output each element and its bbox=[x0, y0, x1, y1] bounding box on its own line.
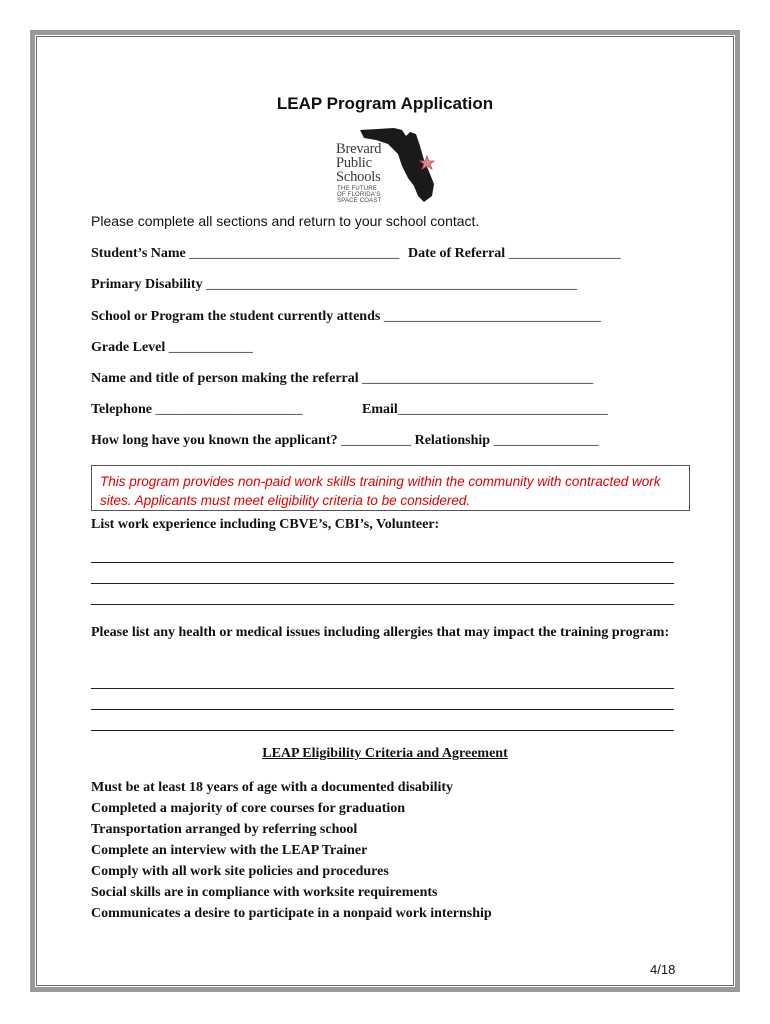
brevard-schools-logo bbox=[332, 124, 440, 206]
school-program-field[interactable]: _______________________________ bbox=[383, 309, 601, 324]
logo-tagline-2: OF FLORIDA'S bbox=[337, 192, 381, 198]
logo-tagline-3: SPACE COAST bbox=[337, 198, 382, 204]
school-program-row bbox=[91, 309, 601, 325]
date-referral-label: Date of Referral bbox=[408, 246, 506, 261]
primary-disability-field[interactable]: _____________________________________________________ bbox=[206, 277, 578, 292]
telephone-row bbox=[91, 402, 302, 418]
logo-line-3: Schools bbox=[336, 169, 381, 185]
email-label: Email bbox=[362, 402, 398, 417]
student-name-field[interactable]: ______________________________ bbox=[189, 246, 400, 261]
email-field[interactable]: ______________________________ bbox=[397, 402, 608, 417]
program-notice: This program provides non-paid work skills training within the community with contracted work sites. Applicants must meet eligibility criteria to be considered. bbox=[91, 465, 690, 511]
health-label: Please list any health or medical issues including allergies that may impact the training program: bbox=[91, 625, 670, 640]
health-line-1[interactable] bbox=[91, 688, 674, 689]
relationship-field[interactable]: _______________ bbox=[493, 433, 599, 448]
criteria-item: Completed a majority of core courses for graduation bbox=[91, 801, 406, 816]
work-experience-label: List work experience including CBVE’s, CBI’s, Volunteer: bbox=[91, 517, 440, 532]
primary-disability-label: Primary Disability bbox=[91, 277, 203, 292]
logo-tagline-1: THE FUTURE bbox=[337, 186, 377, 192]
criteria-item: Must be at least 18 years of age with a documented disability bbox=[91, 780, 454, 795]
criteria-title: LEAP Eligibility Criteria and Agreement bbox=[262, 746, 508, 761]
version-footer: 4/18 bbox=[650, 962, 676, 977]
instructions: Please complete all sections and return to your school contact. bbox=[91, 213, 480, 229]
grade-level-row bbox=[91, 340, 253, 356]
criteria-item: Social skills are in compliance with worksite requirements bbox=[91, 885, 438, 900]
grade-level-label: Grade Level bbox=[91, 340, 166, 355]
school-program-label: School or Program the student currently attends bbox=[91, 309, 381, 324]
date-referral-row bbox=[408, 246, 621, 262]
criteria-item: Complete an interview with the LEAP Trainer bbox=[91, 843, 368, 858]
relationship-label: Relationship bbox=[414, 433, 491, 448]
logo-line-1: Brevard bbox=[336, 141, 382, 157]
known-applicant-label: How long have you known the applicant? bbox=[91, 433, 338, 448]
grade-level-field[interactable]: ____________ bbox=[168, 340, 253, 355]
referrer-row bbox=[91, 371, 593, 387]
date-referral-field[interactable]: ________________ bbox=[508, 246, 621, 261]
criteria-item: Communicates a desire to participate in a nonpaid work internship bbox=[91, 906, 492, 921]
known-applicant-row bbox=[91, 433, 599, 449]
primary-disability-row bbox=[91, 277, 577, 293]
criteria-list bbox=[91, 777, 492, 924]
work-experience-line-2[interactable] bbox=[91, 583, 674, 584]
criteria-item: Comply with all work site policies and procedures bbox=[91, 864, 389, 879]
page-title: LEAP Program Application bbox=[276, 94, 494, 113]
student-name-row bbox=[91, 246, 399, 262]
work-experience-line-3[interactable] bbox=[91, 604, 674, 605]
health-line-3[interactable] bbox=[91, 730, 674, 731]
email-row bbox=[362, 402, 608, 418]
known-applicant-field[interactable]: __________ bbox=[341, 433, 412, 448]
work-experience-line-1[interactable] bbox=[91, 562, 674, 563]
telephone-field[interactable]: _____________________ bbox=[155, 402, 303, 417]
student-name-label: Student’s Name bbox=[91, 246, 186, 261]
health-line-2[interactable] bbox=[91, 709, 674, 710]
logo-line-2: Public bbox=[336, 155, 372, 171]
telephone-label: Telephone bbox=[91, 402, 152, 417]
referrer-label: Name and title of person making the referral bbox=[91, 371, 359, 386]
criteria-item: Transportation arranged by referring school bbox=[91, 822, 358, 837]
referrer-field[interactable]: _________________________________ bbox=[362, 371, 594, 386]
